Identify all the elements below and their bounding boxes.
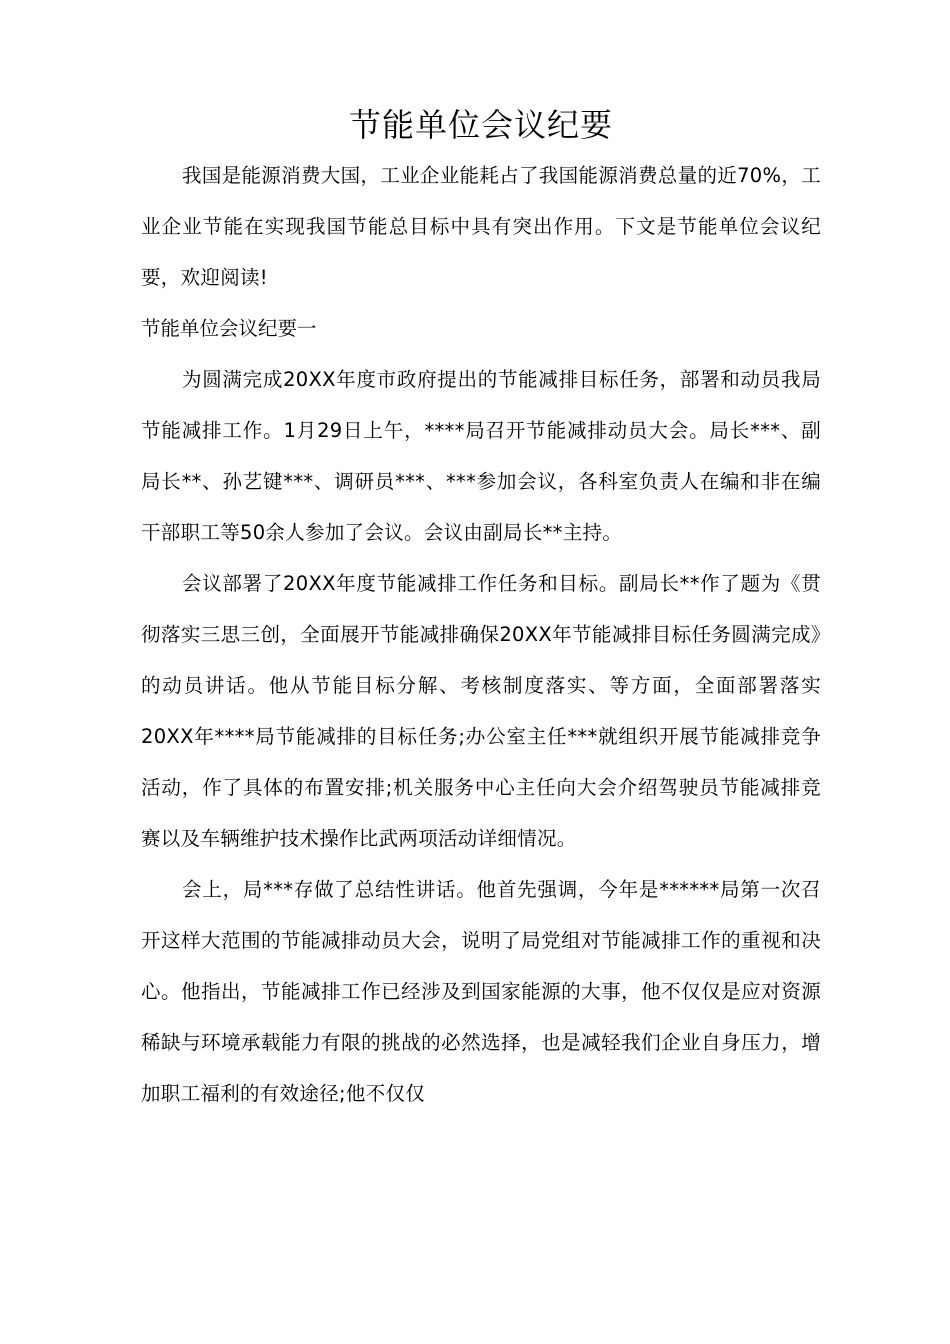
document-body bbox=[141, 100, 821, 1119]
document-title: 节能单位会议纪要 bbox=[348, 106, 613, 144]
body-paragraph: 会议部署了20XX年度节能减排工作任务和目标。副局长**作了题为《贯彻落实三思三创，全面展开节能减排确保20XX年节能减排目标任务圆满完成》的动员讲话。他从节能目标分解、考核制度落实、等方面，全面部署落实20XX年****局节能减排的目标任务;办公室主任***就组织开展节能减排竞争活动，作了具体的布置安排;机关服务中心主任向大会介绍驾驶员节能减排竞赛以及车辆维护技术操作比武两项活动详细情况。 bbox=[141, 572, 821, 850]
section-heading: 节能单位会议纪要一 bbox=[141, 317, 317, 340]
body-paragraph: 会上，局***存做了总结性讲话。他首先强调，今年是******局第一次召开这样大范围的节能减排动员大会，说明了局党组对节能减排工作的重视和决心。他指出，节能减排工作已经涉及到国家能源的大事，他不仅仅是应对资源稀缺与环境承载能力有限的挑战的必然选择，也是减轻我们企业自身压力，增加职工福利的有效途径;他不仅仅 bbox=[141, 878, 821, 1105]
body-paragraph: 为圆满完成20XX年度市政府提出的节能减排目标任务，部署和动员我局节能减排工作。1月29日上午，****局召开节能减排动员大会。局长***、副局长**、孙艺键***、调研员***、***参加会议，各科室负责人在编和非在编干部职工等50余人参加了会议。会议由副局长**主持。 bbox=[141, 368, 821, 544]
intro-paragraph: 我国是能源消费大国，工业企业能耗占了我国能源消费总量的近70%，工业企业节能在实现我国节能总目标中具有突出作用。下文是节能单位会议纪要，欢迎阅读! bbox=[141, 164, 821, 289]
